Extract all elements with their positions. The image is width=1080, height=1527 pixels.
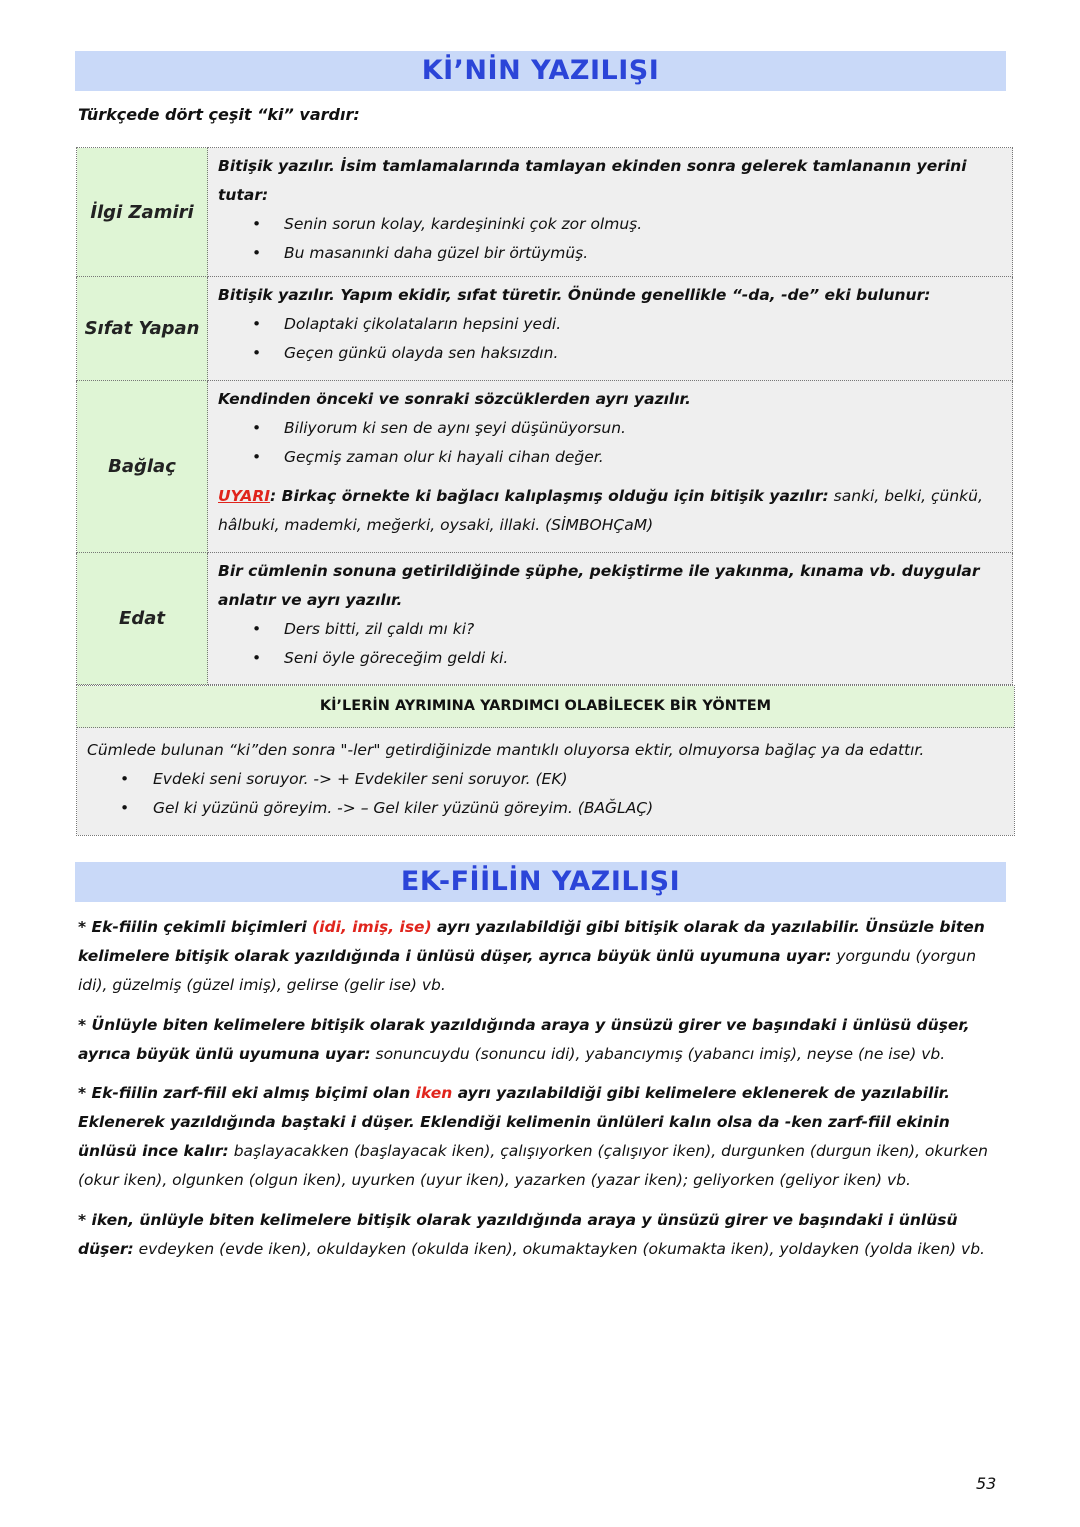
example-item: • Senin sorun kolay, kardeşininki çok zor olmuş. (218, 210, 1004, 239)
paragraph-4-rule: * iken, ünlüyle biten kelimelere bitişik olarak yazıldığında araya y ünsüzü girer ve başındaki i ünlüsü düşer: (78, 1211, 958, 1258)
paragraph-1 (78, 913, 1003, 1000)
paragraph-1-highlight: (idi, imiş, ise) (312, 918, 432, 936)
row-description: Kendinden önceki ve sonraki sözcüklerden ayrı yazılır. (218, 390, 691, 408)
warning-text: : Birkaç örnekte ki bağlacı kalıplaşmış olduğu için bitişik yazılır: (270, 487, 829, 505)
method-example-item: • Gel ki yüzünü göreyim. -> – Gel kiler yüzünü göreyim. (BAĞLAÇ) (87, 794, 1004, 823)
method-text: Cümlede bulunan “ki”den sonra "-ler" getirdiğinizde mantıklı oluyorsa ektir, olmuyorsa bağlaç ya da edattır. (87, 741, 925, 759)
method-title: Kİ’LERİN AYRIMINA YARDIMCI OLABİLECEK BİR YÖNTEM (77, 686, 1014, 728)
page-number: 53 (976, 1474, 997, 1493)
paragraph-3-rule: ayrı yazılabildiği gibi kelimelere eklenerek de yazılabilir. Eklenerek yazıldığında baştaki i düşer. Eklendiği kelimenin ünlüleri kalın olsa da -ken zarf-fiil ekinin ünlüsü ince kalır: (78, 1084, 950, 1160)
paragraph-2-examples: sonuncuydu (sonuncu idi), yabancıymış (yabancı imiş), neyse (ne ise) vb. (370, 1045, 946, 1063)
section-title-ek-fiil (75, 862, 1006, 902)
paragraph-3 (78, 1079, 1003, 1195)
row-description: Bitişik yazılır. İsim tamlamalarında tamlayan ekinden sonra gelerek tamlananın yerini tutar: (218, 157, 967, 204)
row-content (208, 148, 1013, 277)
paragraph-4-examples: evdeyken (evde iken), okuldayken (okulda iken), okumaktayken (okumakta iken), yoldayken (yolda iken) vb. (133, 1240, 985, 1258)
paragraph-1-examples: yorgundu (yorgun idi), güzelmiş (güzel imiş), gelirse (gelir ise) vb. (78, 947, 977, 994)
row-label: Edat (77, 553, 208, 685)
paragraph-2-rule: * Ünlüyle biten kelimelere bitişik olarak yazıldığında araya y ünsüzü girer ve başındaki i ünlüsü düşer, ayrıca büyük ünlü uyumuna uyar: (78, 1016, 970, 1063)
row-content (208, 277, 1013, 381)
paragraph-3-examples: başlayacakken (başlayacak iken), çalışıyorken (çalışıyor iken), durgunken (durgun iken), okurken (okur iken), olgunken (olgun iken), uyurken (uyur iken), yazarken (yazar iken); geliyorken (geliyor iken) vb. (78, 1142, 988, 1189)
paragraph-4 (78, 1206, 1003, 1264)
row-label: Sıfat Yapan (77, 277, 208, 381)
row-content (208, 553, 1013, 685)
row-description: Bir cümlenin sonuna getirildiğinde şüphe, pekiştirme ile yakınma, kınama vb. duygular anlatır ve ayrı yazılır. (218, 562, 980, 609)
example-item: • Biliyorum ki sen de aynı şeyi düşünüyorsun. (218, 414, 1004, 443)
intro-text: Türkçede dört çeşit “ki” vardır: (78, 105, 360, 124)
warning-note (218, 482, 1004, 540)
section-title-ek-fiil-text: EK-FİİLİN YAZILIŞI (400, 866, 681, 897)
row-label: İlgi Zamiri (77, 148, 208, 277)
example-list (218, 414, 1004, 472)
paragraph-1-lead: * Ek-fiilin çekimli biçimleri (78, 918, 313, 936)
row-content (208, 381, 1013, 553)
table-row (77, 148, 1013, 277)
section-title-ki (75, 51, 1006, 91)
example-item: • Bu masanınki daha güzel bir örtüymüş. (218, 239, 1004, 268)
method-body (77, 728, 1014, 835)
example-list (218, 210, 1004, 268)
example-item: • Geçen günkü olayda sen haksızdın. (218, 339, 1004, 368)
warning-examples: sanki, belki, çünkü, hâlbuki, mademki, meğerki, oysaki, illaki. (SİMBOHÇaM) (218, 487, 983, 534)
paragraph-3-highlight: iken (415, 1084, 453, 1102)
warning-label: UYARI (218, 487, 271, 505)
table-row (77, 277, 1013, 381)
example-item: • Dolaptaki çikolataların hepsini yedi. (218, 310, 1004, 339)
example-item: • Seni öyle göreceğim geldi ki. (218, 644, 1004, 673)
table-row (77, 381, 1013, 553)
example-item: • Ders bitti, zil çaldı mı ki? (218, 615, 1004, 644)
section-title-ki-text: Kİ’NİN YAZILIŞI (421, 55, 660, 86)
method-example-item: • Evdeki seni soruyor. -> + Evdekiler seni soruyor. (EK) (87, 765, 1004, 794)
paragraph-3-lead: * Ek-fiilin zarf-fiil eki almış biçimi olan (78, 1084, 416, 1102)
example-list (218, 615, 1004, 673)
row-description: Bitişik yazılır. Yapım ekidir, sıfat türetir. Önünde genellikle “-da, -de” eki bulunur: (218, 286, 931, 304)
ki-types-table (76, 147, 1013, 685)
paragraph-2 (78, 1011, 1003, 1069)
row-label: Bağlaç (77, 381, 208, 553)
method-box (76, 685, 1015, 836)
example-item: • Geçmiş zaman olur ki hayali cihan değer. (218, 443, 1004, 472)
table-row (77, 553, 1013, 685)
paragraph-1-rule: ayrı yazılabildiği gibi bitişik olarak da yazılabilir. Ünsüzle biten kelimelere bitişik olarak yazıldığında i ünlüsü düşer, ayrıca büyük ünlü uyumuna uyar: (78, 918, 985, 965)
method-example-list (87, 765, 1004, 823)
example-list (218, 310, 1004, 368)
